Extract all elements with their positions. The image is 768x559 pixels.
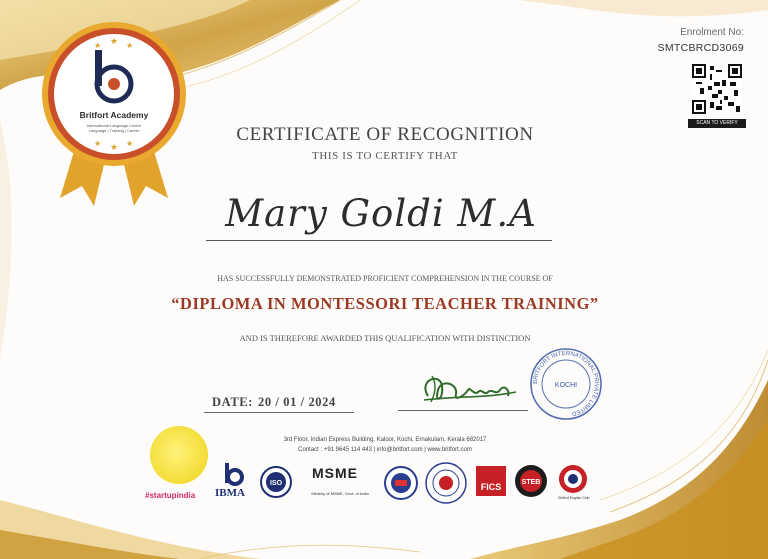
recipient-name: Mary Goldi M.A (225, 192, 537, 235)
academy-seal (38, 18, 190, 218)
svg-text:★: ★ (110, 143, 119, 153)
accreditation-badge-icon (384, 466, 418, 500)
scan-to-verify-label: SCAN TO VERIFY (688, 119, 746, 128)
brand-name: Britfort Academy (79, 110, 149, 120)
iso-certified-icon (260, 466, 292, 498)
qr-code-icon[interactable] (692, 64, 742, 114)
date-value: 20 / 01 / 2024 (258, 395, 336, 409)
certificate-title: CERTIFICATE OF RECOGNITION (236, 124, 534, 145)
english-club-badge-icon (558, 464, 588, 494)
msme-label: MSME (312, 465, 358, 481)
svg-text:★: ★ (94, 41, 102, 50)
footer-contact: Contact : +91 9645 114 443 | info@britfort.com | www.britfort.com (298, 447, 472, 453)
enrolment-number: SMTCBRCD3069 (657, 42, 744, 54)
msme-subtitle: Ministry of MSME, Govt. of India (311, 491, 369, 496)
iso-label: ISO (269, 480, 283, 487)
steb-badge-icon (514, 464, 548, 498)
footer-address: 3rd Floor, Indian Express Building, Kaloor, Kochi, Ernakulam, Kerala 682017 (283, 437, 487, 443)
svg-text:★: ★ (126, 139, 134, 148)
statement-line-2: AND IS THEREFORE AWARDED THIS QUALIFICATION WITH DISTINCTION (239, 333, 531, 343)
stamp-city: KOCHI (554, 382, 578, 389)
steb-label: STEB (521, 479, 541, 486)
ibma-label: IBMA (215, 487, 245, 499)
svg-text:★: ★ (126, 41, 134, 50)
certification-seal-icon (425, 462, 467, 504)
signature-underline (398, 410, 528, 411)
date-underline (204, 412, 354, 413)
enrolment-label: Enrolment No: (680, 27, 744, 38)
fics-label: FICS (476, 466, 506, 496)
stamp-text: BRITFORT INTERNATIONAL PRIVATE LIMITED (532, 350, 600, 417)
company-stamp-icon (528, 346, 604, 422)
startup-india-label: #startupindia (145, 491, 196, 500)
date-label: DATE: (212, 395, 253, 409)
name-underline (206, 240, 552, 241)
brand-tagline-2: Language | Training | Career (88, 128, 140, 133)
english-club-label: Britfort English Club (558, 496, 590, 500)
svg-text:★: ★ (94, 139, 102, 148)
startup-india-logo-icon (150, 426, 208, 484)
course-name: “DIPLOMA IN MONTESSORI TEACHER TRAINING” (171, 294, 599, 313)
brand-tagline-1: International Language Centre (86, 123, 142, 128)
ibma-logo-icon (222, 462, 246, 486)
certificate-subtitle: THIS IS TO CERTIFY THAT (312, 150, 458, 162)
svg-text:★: ★ (110, 37, 119, 47)
signature-image (398, 366, 528, 410)
statement-line-1: HAS SUCCESSFULLY DEMONSTRATED PROFICIENT COMPREHENSION IN THE COURSE OF (217, 274, 553, 283)
brand-tagline (38, 123, 190, 133)
